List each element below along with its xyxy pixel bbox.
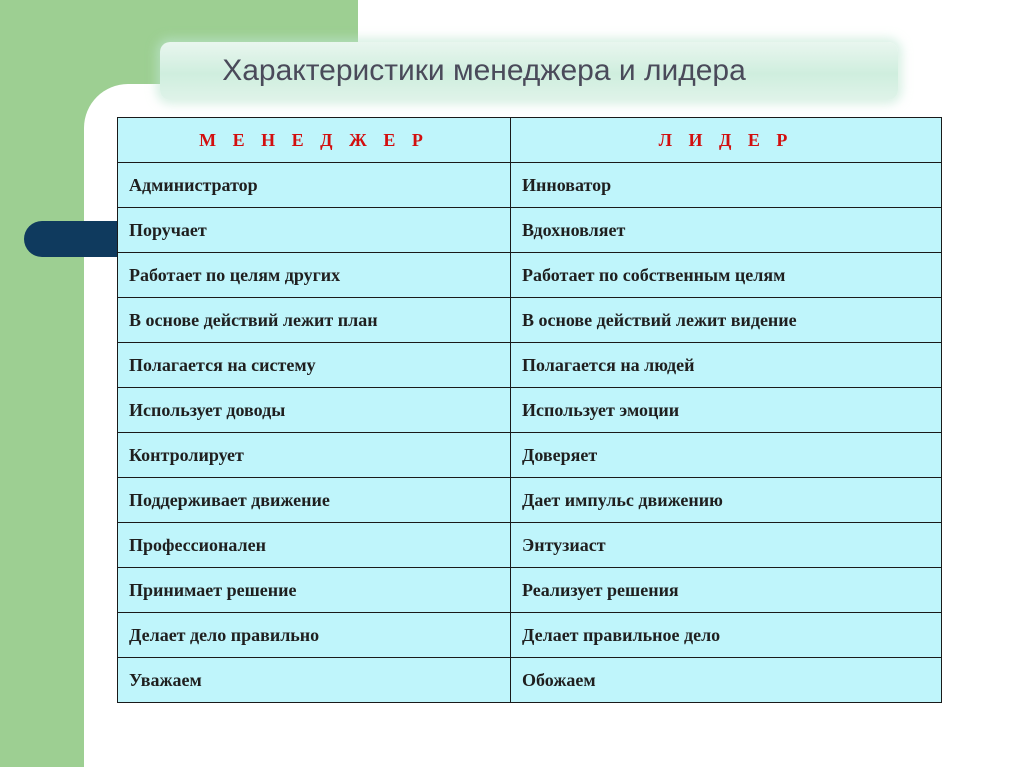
table-row [118,298,942,343]
leader-cell: Работает по собственным целям [511,253,942,298]
leader-cell: В основе действий лежит видение [511,298,942,343]
leader-cell: Делает правильное дело [511,613,942,658]
manager-cell: Полагается на систему [118,343,511,388]
manager-cell: Поручает [118,208,511,253]
leader-cell: Энтузиаст [511,523,942,568]
table-row [118,163,942,208]
manager-cell: Работает по целям других [118,253,511,298]
title-bar [160,42,898,100]
leader-cell: Обожаем [511,658,942,703]
table-row [118,523,942,568]
header-manager: М Е Н Е Д Ж Е Р [118,118,511,163]
manager-cell: Использует доводы [118,388,511,433]
leader-cell: Доверяет [511,433,942,478]
leader-cell: Вдохновляет [511,208,942,253]
table-row [118,478,942,523]
manager-cell: Принимает решение [118,568,511,613]
leader-cell: Реализует решения [511,568,942,613]
manager-cell: Делает дело правильно [118,613,511,658]
manager-cell: Поддерживает движение [118,478,511,523]
manager-cell: Контролирует [118,433,511,478]
table-row [118,613,942,658]
header-leader: Л И Д Е Р [511,118,942,163]
table-row [118,568,942,613]
table-row [118,388,942,433]
slide-title: Характеристики менеджера и лидера [222,54,746,87]
manager-cell: Администратор [118,163,511,208]
table-row [118,433,942,478]
leader-cell: Дает импульс движению [511,478,942,523]
table-header-row [118,118,942,163]
decorative-navy-tab [24,221,128,257]
leader-cell: Полагается на людей [511,343,942,388]
manager-cell: Уважаем [118,658,511,703]
comparison-table [117,117,942,703]
leader-cell: Использует эмоции [511,388,942,433]
table-row [118,343,942,388]
manager-cell: В основе действий лежит план [118,298,511,343]
table-row [118,253,942,298]
table-row [118,208,942,253]
table-row [118,658,942,703]
manager-cell: Профессионален [118,523,511,568]
leader-cell: Инноватор [511,163,942,208]
